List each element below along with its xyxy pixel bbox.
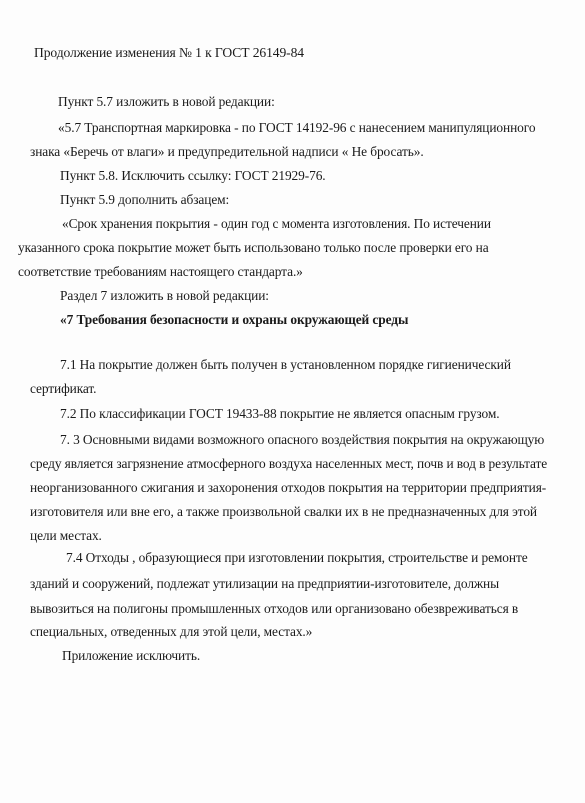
paragraph-line: специальных, отведенных для этой цели, местах.» xyxy=(30,624,313,639)
paragraph-line: соответствие требованиям настоящего стандарта.» xyxy=(18,264,303,279)
paragraph-line: 7.1 На покрытие должен быть получен в установленном порядке гигиенический xyxy=(60,357,511,372)
paragraph-line: указанного срока покрытие может быть использовано только после проверки его на xyxy=(18,240,489,255)
paragraph-line: сертификат. xyxy=(30,381,97,396)
paragraph-line: Пункт 5.8. Исключить ссылку: ГОСТ 21929-76. xyxy=(60,168,326,183)
paragraph-line: среду является загрязнение атмосферного воздуха населенных мест, почв и вод в результате xyxy=(30,456,548,471)
paragraph-line: «5.7 Транспортная маркировка - по ГОСТ 14192-96 с нанесением манипуляционного xyxy=(58,120,536,135)
paragraph-line: вывозиться на полигоны промышленных отходов или организовано обезвреживаться в xyxy=(30,601,519,616)
section-heading: «7 Требования безопасности и охраны окружающей среды xyxy=(60,312,409,327)
paragraph-line: «Срок хранения покрытия - один год с момента изготовления. По истечении xyxy=(62,216,491,231)
paragraph-line: 7.2 По классификации ГОСТ 19433-88 покрытие не является опасным грузом. xyxy=(60,406,500,421)
paragraph-line: Пункт 5.7 изложить в новой редакции: xyxy=(58,94,275,109)
paragraph-line: знака «Беречь от влаги» и предупредительной надписи « Не бросать». xyxy=(30,144,424,159)
paragraph-line: зданий и сооружений, подлежат утилизации на предприятии-изготовителе, должны xyxy=(30,576,500,591)
paragraph-line: Раздел 7 изложить в новой редакции: xyxy=(60,288,269,303)
paragraph-line: 7.4 Отходы , образующиеся при изготовлении покрытия, строительстве и ремонте xyxy=(66,550,528,565)
paragraph-line: цели местах. xyxy=(30,528,102,543)
document-header: Продолжение изменения № 1 к ГОСТ 26149-84 xyxy=(34,45,305,60)
paragraph-line: Пункт 5.9 дополнить абзацем: xyxy=(60,192,230,207)
paragraph-line: Приложение исключить. xyxy=(62,648,201,663)
paragraph-line: изготовителя или вне его, а также произвольной свалки их в не предназначенных для этой xyxy=(30,504,537,519)
paragraph-line: 7. 3 Основными видами возможного опасного воздействия покрытия на окружающую xyxy=(60,432,545,447)
paragraph-line: неорганизованного сжигания и захоронения отходов покрытия на территории предприятия- xyxy=(30,480,547,495)
